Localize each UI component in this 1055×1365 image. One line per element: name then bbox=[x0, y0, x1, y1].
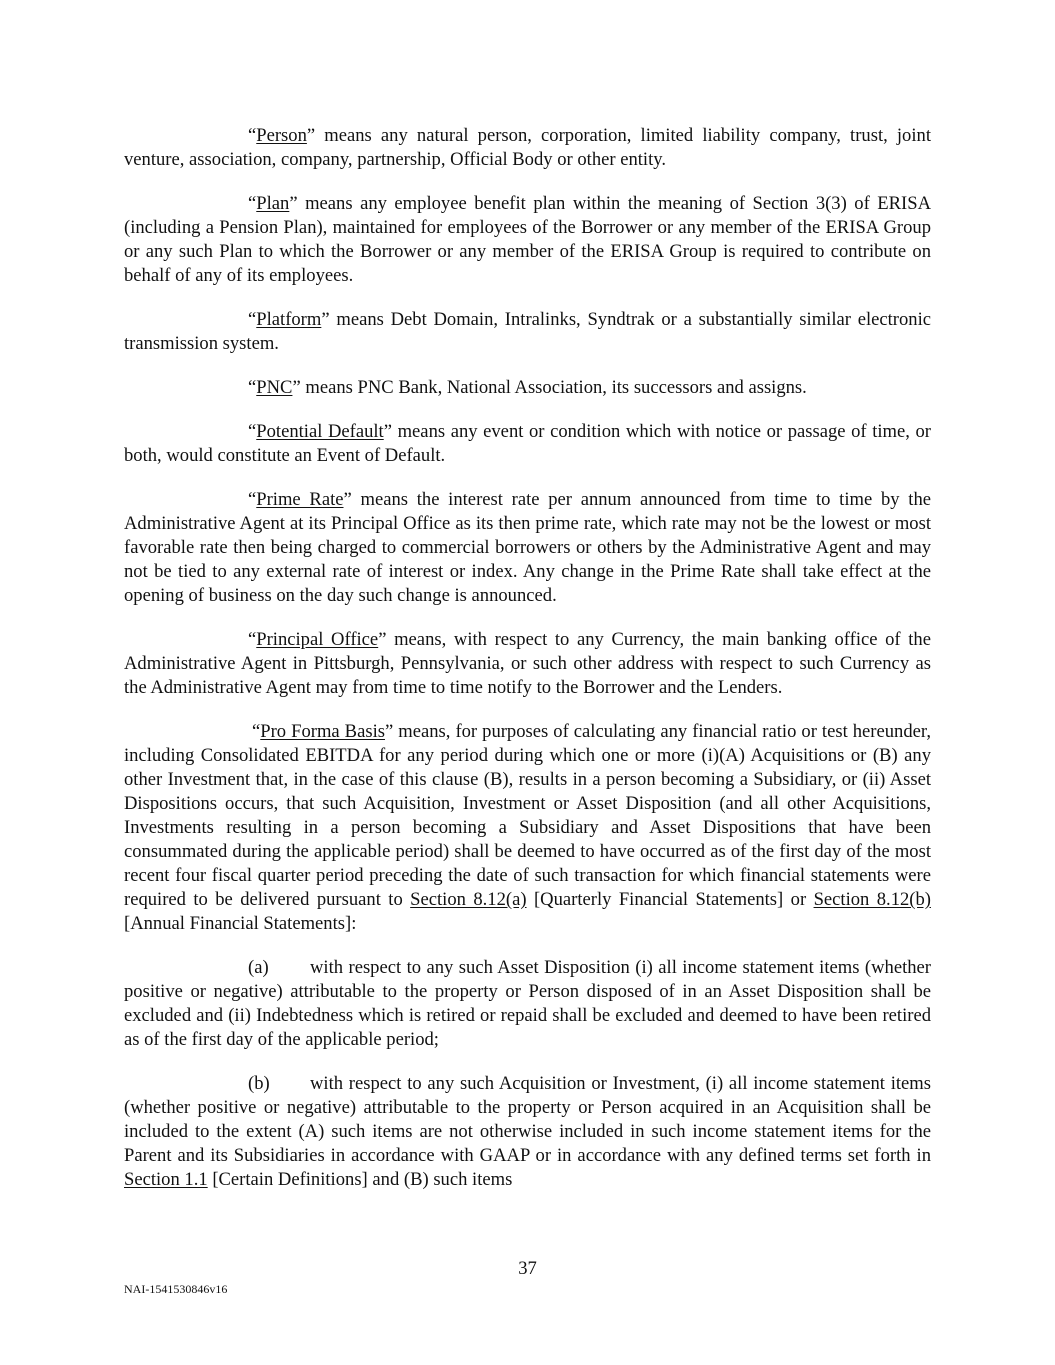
section-reference: Section 8.12(b) bbox=[813, 889, 931, 910]
definition-text: [Annual Financial Statements]: bbox=[124, 913, 357, 934]
defined-term: Person bbox=[256, 125, 307, 146]
page-number: 37 bbox=[518, 1258, 537, 1279]
definition-principal-office: “Principal Office” means, with respect to any Currency, the main banking office of the Administrative Agent in Pittsburgh, Pennsylvania, or such other address with respect to such Currency as the Administrative Agent may from time to time notify to the Borrower and the Lenders. bbox=[124, 629, 931, 698]
document-id: NAI-1541530846v16 bbox=[124, 1282, 228, 1296]
clause-b bbox=[124, 1072, 931, 1192]
clause-text: with respect to any such Asset Disposition (i) all income statement items (whether positive or negative) attributable to the property or Person disposed of in an Asset Disposition shall be excluded and (ii) Indebtedness which is retired or repaid shall be excluded and deemed to have been retired as of the first day of the applicable period; bbox=[124, 957, 931, 1050]
definition-potential-default: “Potential Default” means any event or condition which with notice or passage of time, or both, would constitute an Event of Default. bbox=[124, 421, 931, 466]
clause-text: with respect to any such Acquisition or Investment, (i) all income statement items (whether positive or negative) attributable to the property or Person acquired in an Acquisition shall be included to the extent (A) such items are not otherwise included in such income statement items for the Parent and its Subsidiaries in accordance with GAAP or in accordance with any defined terms set forth in bbox=[124, 1073, 931, 1166]
defined-term: Platform bbox=[256, 309, 322, 330]
definition-text: means any event or condition which with notice or passage of time, or both, would constitute an Event of Default. bbox=[124, 421, 931, 466]
definition-plan: “Plan” means any employee benefit plan within the meaning of Section 3(3) of ERISA (including a Pension Plan), maintained for employees of the Borrower or any member of the ERISA Group or any such Plan to which the Borrower or any member of the ERISA Group is required to contribute on behalf of any of its employees. bbox=[124, 193, 931, 286]
definition-pro-forma-basis: “Pro Forma Basis” means, for purposes of calculating any financial ratio or test hereunder, including Consolidated EBITDA for any period during which one or more (i)(A) Acquisitions or (B) any other Investment that, in the case of this clause (B), results in a person becoming a Subsidiary, or (ii) Asset Dispositions occurs, that such Acquisition, Investment or Asset Disposition (and all other Acquisitions, Investments resulting in a person becoming a Subsidiary and Asset Dispositions that have been consummated during the applicable period) shall be deemed to have occurred as of the first day of the most recent four fiscal quarter period preceding the date of such transaction for which financial statements were required to be delivered pursuant to Section 8.12(a) [Quarterly Financial Statements] or Section 8.12(b) [Annual Financial Statements]: bbox=[124, 721, 931, 934]
definition-text: means Debt Domain, Intralinks, Syndtrak or a substantially similar electronic transmission system. bbox=[124, 309, 931, 354]
section-reference: Section 8.12(a) bbox=[410, 889, 527, 910]
document-body bbox=[124, 124, 931, 1212]
definition-text: [Quarterly Financial Statements] or bbox=[526, 889, 814, 910]
defined-term: Principal Office bbox=[256, 629, 379, 650]
clause-number: (a) bbox=[248, 957, 269, 978]
defined-term: Prime Rate bbox=[256, 489, 344, 510]
definition-text: means any natural person, corporation, limited liability company, trust, joint venture, association, company, partnership, Official Body or other entity. bbox=[124, 125, 931, 170]
definition-text: means, with respect to any Currency, the main banking office of the Administrative Agent in Pittsburgh, Pennsylvania, or such other address with respect to such Currency as the Administrative Agent may from time to time notify to the Borrower and the Lenders. bbox=[124, 629, 931, 698]
defined-term: Pro Forma Basis bbox=[260, 721, 385, 742]
definition-text: means PNC Bank, National Association, its successors and assigns. bbox=[300, 377, 807, 398]
clause-a bbox=[124, 956, 931, 1052]
definition-text: means any employee benefit plan within the meaning of Section 3(3) of ERISA (including a Pension Plan), maintained for employees of the Borrower or any member of the ERISA Group or any such Plan to which the Borrower or any member of the ERISA Group is required to contribute on behalf of any of its employees. bbox=[124, 193, 931, 286]
defined-term: Plan bbox=[256, 193, 290, 214]
clause-text: [Certain Definitions] and (B) such items bbox=[207, 1169, 513, 1190]
definition-text: means the interest rate per annum announced from time to time by the Administrative Agent at its Principal Office as its then prime rate, which rate may not be the lowest or most favorable rate then being charged to commercial borrowers or others by the Administrative Agent and may not be tied to any external rate of interest or index. Any change in the Prime Rate shall take effect at the opening of business on the day such change is announced. bbox=[124, 489, 932, 606]
definition-text: means, for purposes of calculating any financial ratio or test hereunder, including Consolidated EBITDA for any period during which one or more (i)(A) Acquisitions or (B) any other Investment that, in the case of this clause (B), results in a person becoming a Subsidiary, or (ii) Asset Dispositions occurs, that such Acquisition, Investment or Asset Disposition (and all other Acquisitions, Investments resulting in a person becoming a Subsidiary and Asset Dispositions that have been consummated during the applicable period) shall be deemed to have occurred as of the first day of the most recent four fiscal quarter period preceding the date of such transaction for which financial statements were required to be delivered pursuant to bbox=[124, 721, 931, 910]
defined-term: PNC bbox=[256, 377, 293, 398]
section-reference: Section 1.1 bbox=[124, 1169, 208, 1190]
defined-term: Potential Default bbox=[256, 421, 384, 442]
clause-number: (b) bbox=[248, 1073, 270, 1094]
definition-person: “Person” means any natural person, corporation, limited liability company, trust, joint venture, association, company, partnership, Official Body or other entity. bbox=[124, 125, 931, 170]
definition-prime-rate: “Prime Rate” means the interest rate per annum announced from time to time by the Administrative Agent at its Principal Office as its then prime rate, which rate may not be the lowest or most favorable rate then being charged to commercial borrowers or others by the Administrative Agent and may not be tied to any external rate of interest or index. Any change in the Prime Rate shall take effect at the opening of business on the day such change is announced. bbox=[124, 489, 932, 606]
definition-pnc: “PNC” means PNC Bank, National Association, its successors and assigns. bbox=[248, 377, 807, 398]
definition-platform: “Platform” means Debt Domain, Intralinks, Syndtrak or a substantially similar electronic transmission system. bbox=[124, 309, 931, 354]
